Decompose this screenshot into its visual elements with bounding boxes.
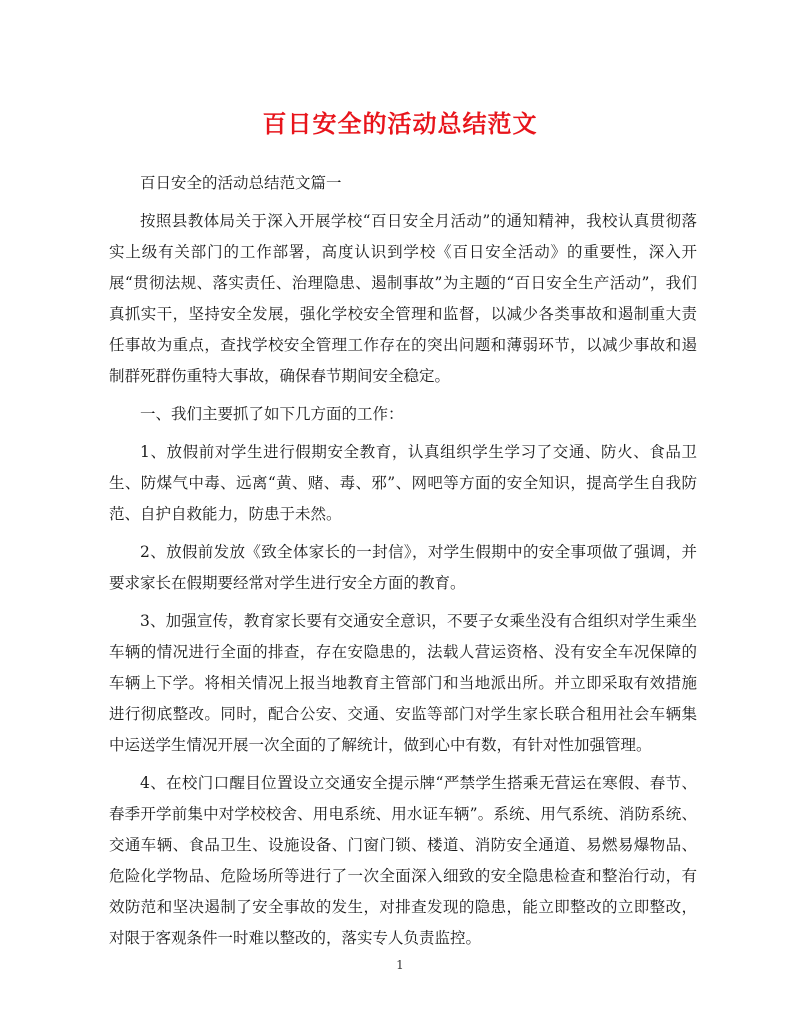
paragraph: 4、在校门口醒目位置设立交通安全提示牌“严禁学生搭乘无营运在寒假、春节、春季开学前集中对学校校舍、用电系统、用水证车辆”。系统、用气系统、消防系统、交通车辆、食品卫生、设施设备、门窗门锁、楼道、消防安全通道、易燃易爆物品、危险化学物品、危险场所等进行了一次全面深入细致的安全隐患检查和整治行动，有效防范和坚决遏制了安全事故的发生，对排查发现的隐患，能立即整改的立即整改，对限于客观条件一时难以整改的，落实专人负责监控。 (109, 774, 697, 947)
paragraph: 1、放假前对学生进行假期安全教育，认真组织学生学习了交通、防火、食品卫生、防煤气中毒、远离“黄、赌、毒、邪”、网吧等方面的安全知识，提高学生自我防范、自护自救能力，防患于未然。 (109, 443, 697, 523)
paragraph: 2、放假前发放《致全体家长的一封信》，对学生假期中的安全事项做了强调，并要求家长在假期要经常对学生进行安全方面的教育。 (109, 543, 697, 592)
paragraph: 3、加强宣传，教育家长要有交通安全意识，不要子女乘坐没有合组织对学生乘坐车辆的情况进行全面的排查，存在安隐患的，法载人营运资格、没有安全车况保障的车辆上下学。将相关情况上报当地教育主管部门和当地派出所。并立即采取有效措施进行彻底整改。同时，配合公安、交通、安监等部门对学生家长联合租用社会车辆集中运送学生情况开展一次全面的了解统计，做到心中有数，有针对性加强管理。 (109, 612, 697, 754)
document-title: 百日安全的活动总结范文 (262, 109, 538, 138)
paragraph: 按照县教体局关于深入开展学校“百日安全月活动”的通知精神，我校认真贯彻落实上级有关部门的工作部署，高度认识到学校《百日安全活动》的重要性，深入开展“贯彻法规、落实责任、治理隐患、遏制事故”为主题的“百日安全生产活动”，我们真抓实干，坚持安全发展，强化学校安全管理和监督，以减少各类事故和遏制重大责任事故为重点，查找学校安全管理工作存在的突出问题和薄弱环节，以减少事故和遏制群死群伤重特大事故，确保春节期间安全稳定。 (109, 212, 697, 385)
document-body (109, 168, 697, 961)
section-heading: 百日安全的活动总结范文篇一 (140, 174, 342, 192)
paragraph: 一、我们主要抓了如下几方面的工作： (140, 405, 404, 423)
page-number: 1 (396, 958, 404, 972)
